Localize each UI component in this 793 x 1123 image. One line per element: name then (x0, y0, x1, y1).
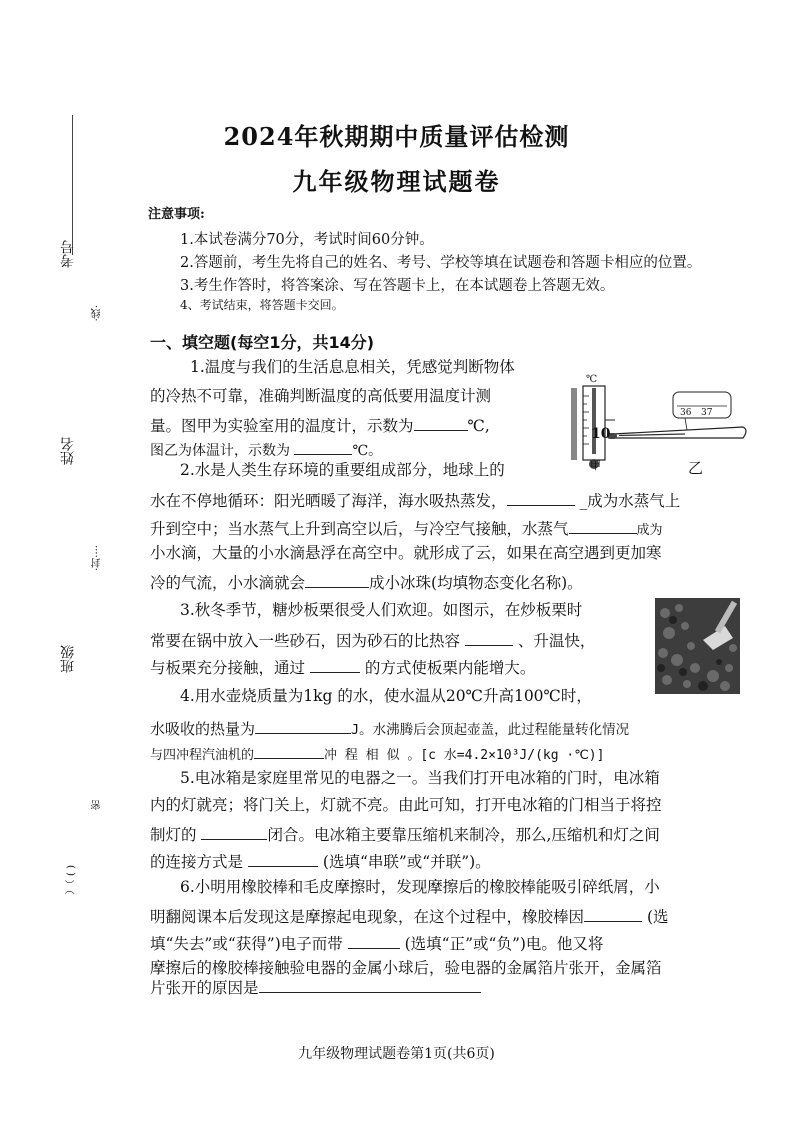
margin-mi: 密 (92, 800, 103, 810)
margin-kaohao: 考号 (60, 240, 76, 268)
q2-text: 冷的气流，小水滴就会 (150, 574, 306, 592)
q4-line (150, 719, 629, 738)
q3-text: 常要在锅中放入一些砂石，因为砂石的比热容 (150, 632, 461, 650)
q3-text: 的方式使板栗内能增大。 (364, 659, 536, 677)
q2-text: _成为水蒸气上 (579, 492, 681, 510)
q2-text: 水在不停地循环：阳光晒暖了海洋，海水吸热蒸发， (150, 492, 507, 510)
thermo-reading-label: 10 (591, 426, 611, 442)
answer-blank[interactable] (254, 744, 324, 759)
q6-line: 摩擦后的橡胶棒接触验电器的金属小球后，验电器的金属箔片张开，金属箔 (150, 959, 662, 977)
answer-blank[interactable] (255, 719, 351, 734)
clinical-36-label: 36 (680, 408, 692, 418)
q6-text: (选 (646, 908, 669, 926)
q2-line (150, 491, 680, 510)
answer-blank[interactable] (507, 491, 575, 506)
q1-line (150, 416, 490, 435)
q4-text: J。水沸腾后会顶起壶盖，此过程能量转化情况 (351, 722, 630, 738)
q6-line (150, 907, 669, 926)
notice-item: 4、考试结束，将答题卡交回。 (180, 298, 344, 312)
q6-text: (选填“正”或“负”)电。他又将 (404, 935, 604, 953)
q6-line: 6.小明用橡胶棒和毛皮摩擦时，发现摩擦后的橡胶棒能吸引碎纸屑，小 (180, 878, 660, 896)
q4-text: 与四冲程汽油机的 (150, 748, 255, 763)
q3-text: 与板栗充分接触，通过 (150, 659, 306, 677)
q3-line (150, 631, 595, 650)
thermo-unit-label: ℃ (586, 374, 598, 385)
page-subtitle: 九年级物理试题卷 (292, 167, 501, 196)
answer-blank[interactable] (414, 416, 468, 431)
q3-text: 、升温快， (517, 632, 596, 650)
q2-text: 成小冰珠(均填物态变化名称)。 (369, 574, 583, 592)
q5-text: 闭合。电冰箱主要靠压缩机来制冷，那么,压缩机和灯之间 (267, 826, 660, 844)
q1-unit: ℃, (467, 417, 490, 435)
answer-blank[interactable] (348, 934, 400, 949)
margin-xian: ·线· (92, 305, 103, 322)
q4-text: 水吸收的热量为 (150, 720, 256, 738)
answer-blank[interactable] (305, 573, 369, 588)
answer-blank[interactable] (310, 658, 360, 673)
q2-line (150, 573, 583, 592)
clinical-37-label: 37 (701, 408, 713, 418)
q1-line: 的冷热不可靠，准确判断温度的高低要用温度计测 (150, 387, 492, 405)
q1-line (150, 440, 382, 458)
q2-line: 小水滴，大量的小水滴悬浮在高空中。就形成了云，如果在高空遇到更加寒 (150, 544, 662, 562)
q4-line: 4.用水壶烧质量为1kg 的水，使水温从20℃升高100℃时， (180, 687, 592, 705)
margin-xingming: 姓名 (60, 437, 76, 465)
chestnut-photo (655, 598, 740, 694)
q6-line (150, 934, 603, 953)
notice-item: 2.答题前，考生先将自己的姓名、考号、学校等填在试题卷和答题卡相应的位置。 (180, 255, 702, 271)
q5-text: 的连接方式是 (150, 853, 244, 871)
answer-blank[interactable] (584, 907, 642, 922)
notice-item: 3.考生作答时，将答案涂、写在答题卡上，在本试题卷上答题无效。 (180, 278, 615, 294)
answer-blank[interactable] (259, 978, 481, 993)
q1-unit: ℃。 (352, 443, 383, 459)
q6-text: 片张开的原因是 (150, 979, 259, 997)
figure-jia-label: 甲 (590, 459, 601, 472)
q1-line: 1.温度与我们的生活息息相关，凭感觉判断物体 (190, 358, 515, 376)
answer-blank[interactable] (569, 519, 637, 534)
q2-text: 成为 (636, 523, 663, 538)
answer-blank[interactable] (294, 440, 352, 455)
figure-yi-label: 乙 (688, 459, 704, 477)
q2-line (150, 519, 663, 538)
answer-blank[interactable] (201, 825, 267, 840)
q3-line: 3.秋冬季节，糖炒板栗很受人们欢迎。如图示，在炒板栗时 (180, 601, 583, 619)
q5-line: 5.电冰箱是家庭里常见的电器之一。当我们打开电冰箱的门时，电冰箱 (180, 769, 660, 787)
margin-feng: ·封···· (92, 545, 103, 571)
q1-text: 量。图甲为实验室用的温度计，示数为 (150, 417, 414, 435)
answer-blank[interactable] (465, 631, 513, 646)
q6-text: 填“失去”或“获得”)电子而带 (150, 935, 343, 953)
section-heading: 一、填空题(每空1分，共14分) (150, 333, 375, 352)
notice-heading: 注意事项: (148, 207, 205, 222)
margin-banji: 班级 (60, 645, 76, 673)
margin-bracket: ）（ ( ) (66, 865, 77, 895)
q6-text: 明翻阅课本后发现这是摩擦起电现象，在这个过程中，橡胶棒因 (150, 908, 585, 926)
page-title: 2024年秋期期中质量评估检测 (223, 122, 570, 151)
q4-line (150, 744, 604, 762)
q1-text: 图乙为体温计，示数为 (150, 443, 290, 459)
page-footer: 九年级物理试题卷第1页(共6页) (298, 1046, 495, 1062)
answer-blank[interactable] (248, 852, 318, 867)
q5-line: 内的灯就亮；将门关上，灯就不亮。由此可知，打开电冰箱的门相当于将控 (150, 796, 662, 814)
q6-line (150, 978, 481, 997)
notice-item: 1.本试卷满分70分，考试时间60分钟。 (180, 232, 434, 248)
q5-line (150, 852, 491, 871)
q4-text: 冲 程 相 似 。[c 水=4.2×10³J/(kg ·℃)] (324, 748, 605, 763)
q3-line (150, 658, 535, 677)
q2-text: 升到空中；当水蒸气上升到高空以后，与冷空气接触，水蒸气 (150, 520, 569, 538)
q5-text: (选填“串联”或“并联”)。 (322, 853, 491, 871)
q2-line: 2.水是人类生存环境的重要组成部分，地球上的 (180, 461, 505, 479)
q5-text: 制灯的 (150, 826, 197, 844)
q5-line (150, 825, 660, 844)
